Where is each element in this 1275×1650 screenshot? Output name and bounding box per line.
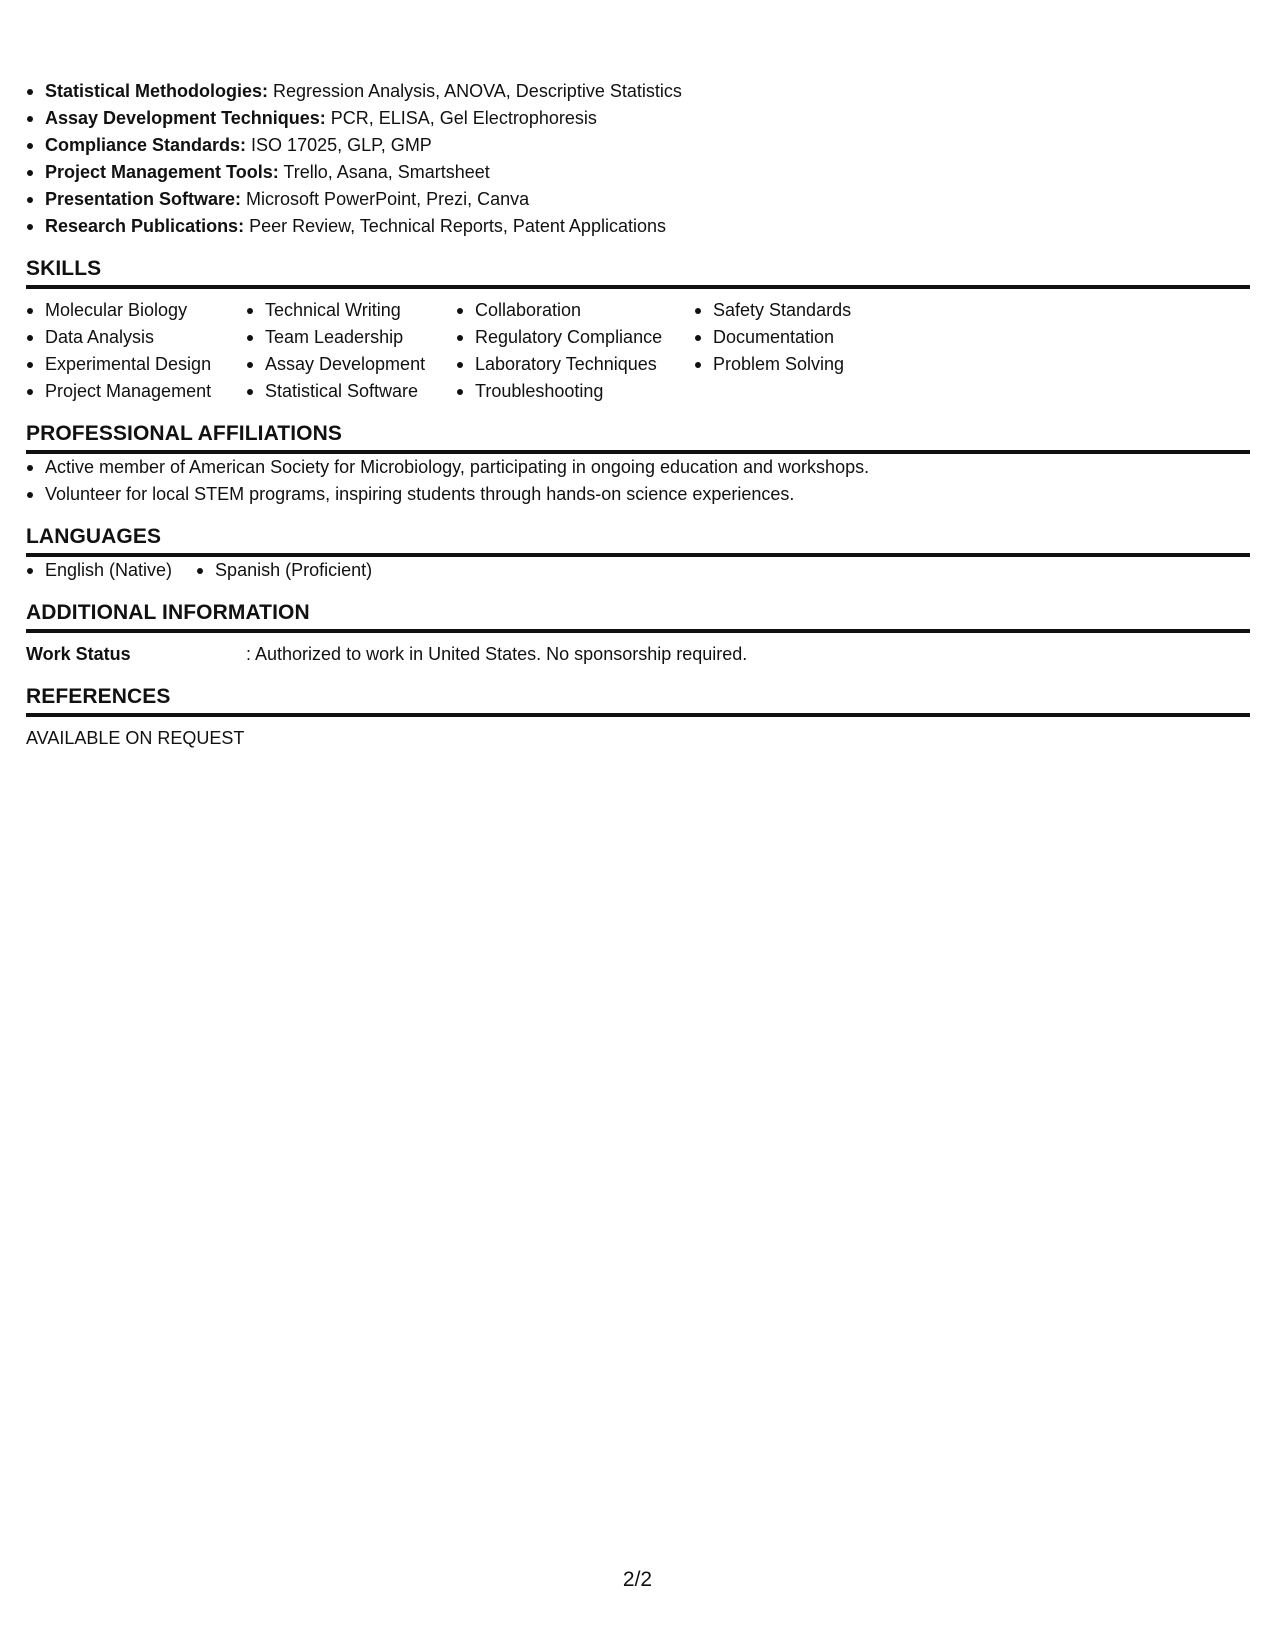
skill-item: Problem Solving (694, 351, 894, 378)
work-status-row (26, 641, 1250, 668)
languages-section (26, 524, 1250, 584)
item-value: Trello, Asana, Smartsheet (278, 162, 490, 182)
item-value: Peer Review, Technical Reports, Patent Applications (244, 216, 666, 236)
skill-item: Statistical Software (246, 378, 456, 405)
skills-columns (26, 297, 1250, 405)
skill-item: Team Leadership (246, 324, 456, 351)
skills-column (456, 297, 694, 405)
item-label: Assay Development Techniques: (45, 108, 326, 128)
skills-column (694, 297, 894, 405)
skill-item: Assay Development (246, 351, 456, 378)
list-item (26, 105, 1250, 132)
skill-item: Troubleshooting (456, 378, 694, 405)
section-title-languages: LANGUAGES (26, 524, 1250, 557)
affiliations-section (26, 421, 1250, 508)
list-item (26, 78, 1250, 105)
skill-item: Regulatory Compliance (456, 324, 694, 351)
section-title-skills: SKILLS (26, 256, 1250, 289)
skill-item: Laboratory Techniques (456, 351, 694, 378)
skill-item: Molecular Biology (26, 297, 246, 324)
affiliation-item: Volunteer for local STEM programs, inspiring students through hands-on science experiences. (26, 481, 1250, 508)
languages-list (26, 557, 1250, 584)
affiliation-item: Active member of American Society for Microbiology, participating in ongoing education and workshops. (26, 454, 1250, 481)
language-item: English (Native) (26, 557, 172, 584)
skills-section (26, 256, 1250, 405)
work-status-value: : Authorized to work in United States. No sponsorship required. (246, 644, 748, 664)
item-label: Presentation Software: (45, 189, 242, 209)
skill-item: Technical Writing (246, 297, 456, 324)
item-value: PCR, ELISA, Gel Electrophoresis (325, 108, 597, 128)
list-item (26, 213, 1250, 240)
item-label: Compliance Standards: (45, 135, 247, 155)
skill-item: Safety Standards (694, 297, 894, 324)
references-text: AVAILABLE ON REQUEST (26, 728, 245, 748)
item-value: ISO 17025, GLP, GMP (246, 135, 432, 155)
resume-page (26, 78, 1250, 752)
work-status-label: Work Status (26, 644, 131, 664)
references-section (26, 684, 1250, 752)
item-label: Research Publications: (45, 216, 245, 236)
skill-item: Documentation (694, 324, 894, 351)
section-title-additional: ADDITIONAL INFORMATION (26, 600, 1250, 633)
list-item (26, 159, 1250, 186)
skill-item: Project Management (26, 378, 246, 405)
affiliations-list (26, 454, 1250, 508)
language-item: Spanish (Proficient) (196, 557, 372, 584)
skill-item: Experimental Design (26, 351, 246, 378)
list-item (26, 132, 1250, 159)
section-title-affiliations: PROFESSIONAL AFFILIATIONS (26, 421, 1250, 454)
skill-item: Collaboration (456, 297, 694, 324)
skill-item: Data Analysis (26, 324, 246, 351)
page-number: 2/2 (622, 1568, 653, 1591)
item-label: Statistical Methodologies: (45, 81, 269, 101)
list-item (26, 186, 1250, 213)
item-value: Regression Analysis, ANOVA, Descriptive Statistics (268, 81, 682, 101)
item-label: Project Management Tools: (45, 162, 279, 182)
additional-information-section (26, 600, 1250, 668)
technical-proficiencies-list (26, 78, 1250, 240)
section-title-references: REFERENCES (26, 684, 1250, 717)
item-value: Microsoft PowerPoint, Prezi, Canva (241, 189, 530, 209)
skills-column (246, 297, 456, 405)
skills-column (26, 297, 246, 405)
